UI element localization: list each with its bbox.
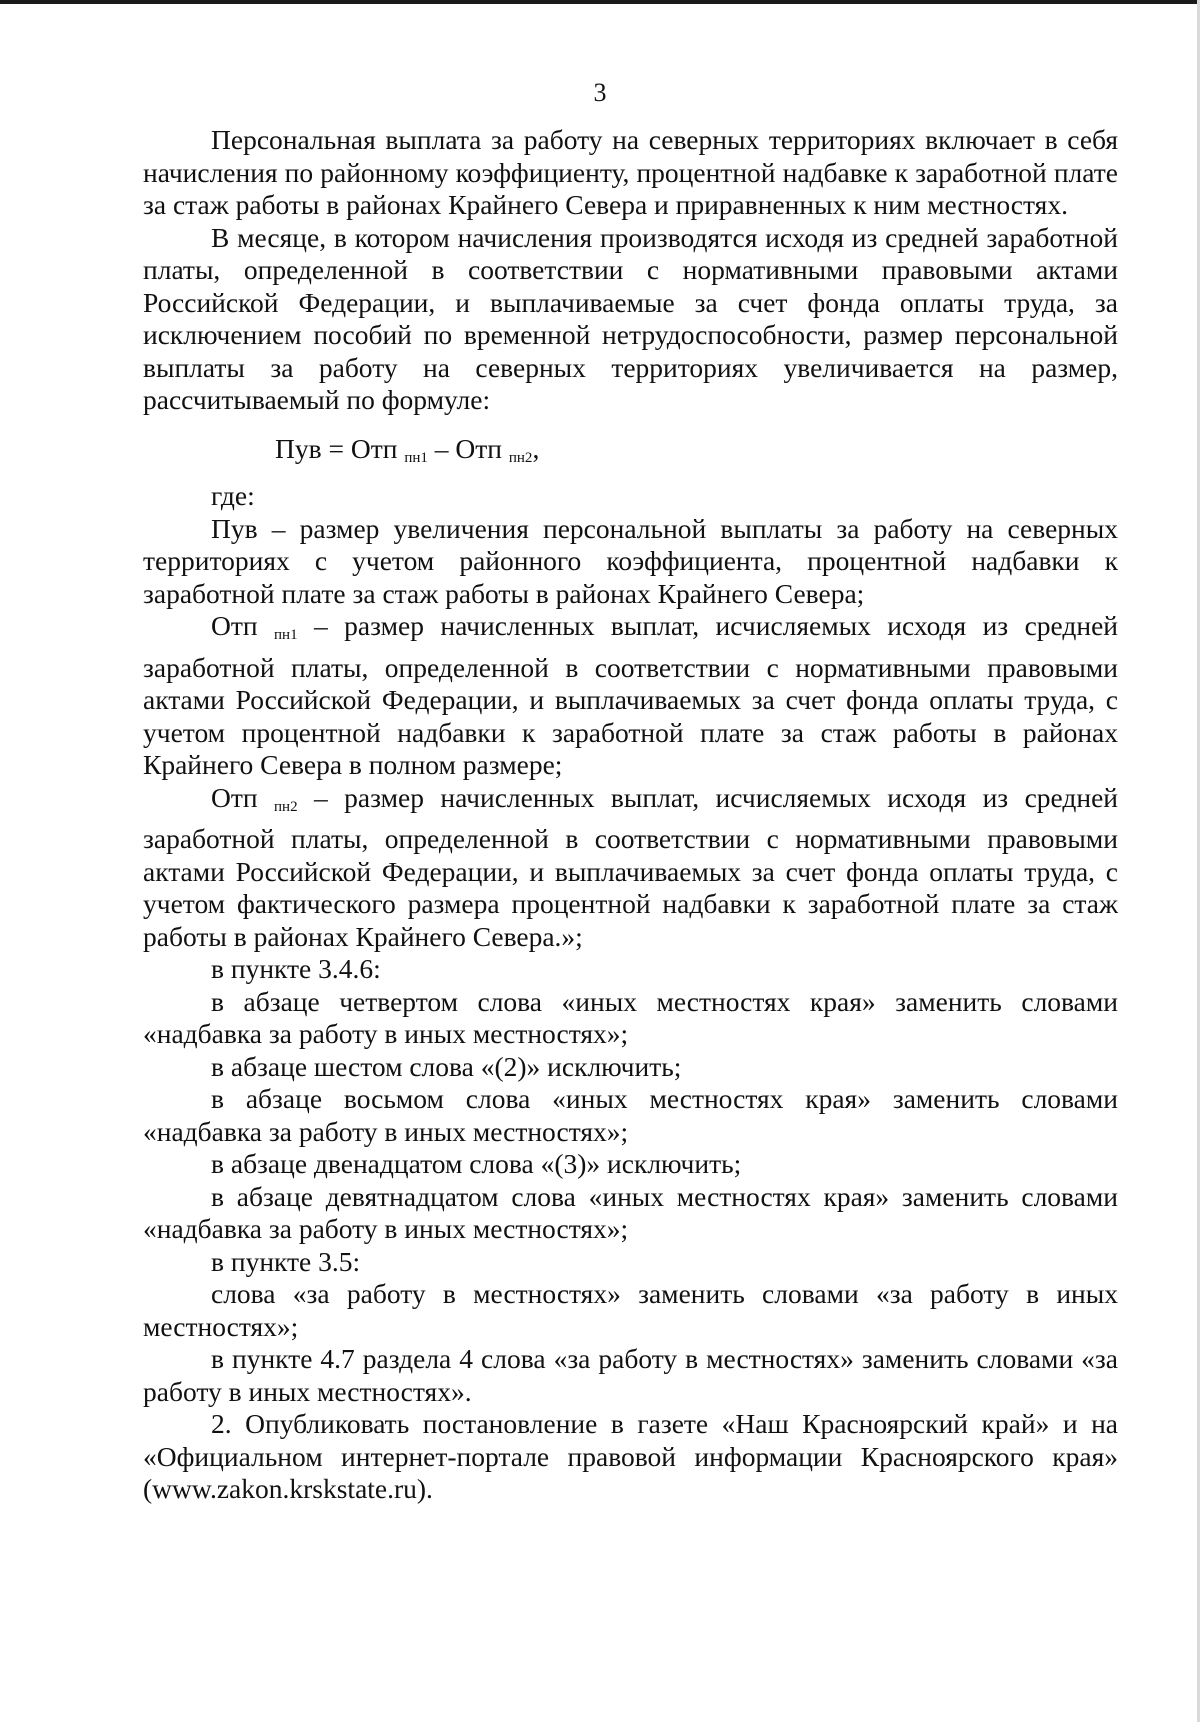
document-body	[143, 124, 1118, 1506]
paragraph-clause-3-5-words: слова «за работу в местностях» заменить словами «за работу в иных местностях»;	[143, 1278, 1118, 1342]
page-number: 3	[593, 78, 607, 107]
paragraph-clause-3-5: в пункте 3.5:	[211, 1245, 361, 1277]
formula-mid: – Отп	[427, 432, 509, 464]
paragraph-month-increase: В месяце, в котором начисления производятся исходя из средней заработной платы, определенной в соответствии с нормативными правовыми актами Российской Федерации, и выплачиваемые за счет фонда оплаты труда, за исключением пособий по временной нетрудоспособности, размер персональной выплаты за работу на северных территориях увеличивается на размер, рассчитываемый по формуле:	[143, 221, 1118, 415]
paragraph-publish: 2. Опубликовать постановление в газете «Наш Красноярский край» и на «Официальном интернет-портале правовой информации Красноярского края» (www.zakon.krskstate.ru).	[143, 1408, 1118, 1504]
otp-pn1-prefix: Отп	[211, 610, 275, 641]
formula-subscript-1: пн1	[404, 449, 428, 466]
paragraph-abzac-6: в абзаце шестом слова «(2)» исключить;	[211, 1050, 682, 1082]
paragraph-abzac-4: в абзаце четвертом слова «иных местностях края» заменить словами «надбавка за работу в иных местностях»;	[143, 985, 1118, 1049]
otp-pn1-subscript: пн1	[274, 627, 298, 643]
formula-subscript-2: пн2	[508, 449, 533, 466]
paragraph-clause-4-7: в пункте 4.7 раздела 4 слова «за работу в местностях» заменить словами «за работу в иных местностях».	[143, 1343, 1118, 1407]
scan-edge-top	[0, 0, 1200, 4]
paragraph-abzac-8: в абзаце восьмом слова «иных местностях края» заменить словами «надбавка за работу в иных местностях»;	[143, 1083, 1118, 1147]
paragraph-where: где:	[211, 480, 255, 511]
paragraph-abzac-12: в абзаце двенадцатом слова «(3)» исключить;	[211, 1148, 742, 1179]
paragraph-puv-definition: Пув – размер увеличения персональной выплаты за работу на северных территориях с учетом районного коэффициента, процентной надбавки к заработной плате за стаж работы в районах Крайнего Севера;	[143, 512, 1118, 609]
otp-pn1-text: – размер начисленных выплат, исчисляемых исходя из средней заработной платы, определенной в соответствии с нормативными правовыми актами Российской Федерации, и выплачиваемых за счет фонда оплаты труда, с учетом процентной надбавки к заработной плате за стаж работы в районах Крайнего Севера в полном размере;	[143, 610, 1118, 780]
paragraph-personal-payment: Персональная выплата за работу на северных территориях включает в себя начисления по районному коэффициенту, процентной надбавке к заработной плате за стаж работы в районах Крайнего Севера и приравненных к ним местностях.	[143, 124, 1118, 220]
formula-lhs: Пув = Отп	[275, 432, 405, 464]
otp-pn2-prefix: Отп	[211, 781, 275, 813]
paragraph-otp-pn1-definition	[143, 610, 1118, 782]
paragraph-abzac-19: в абзаце девятнадцатом слова «иных местностях края» заменить словами «надбавка за работу в иных местностях»;	[143, 1180, 1118, 1244]
formula	[143, 433, 1118, 475]
otp-pn2-text: – размер начисленных выплат, исчисляемых исходя из средней заработной платы, определенной в соответствии с нормативными правовыми актами Российской Федерации, и выплачиваемых за счет фонда оплаты труда, с учетом фактического размера процентной надбавки к заработной плате за стаж работы в районах Крайнего Севера.»;	[143, 781, 1118, 952]
otp-pn2-subscript: пн2	[274, 798, 298, 815]
paragraph-clause-3-4-6: в пункте 3.4.6:	[211, 953, 381, 984]
paragraph-otp-pn2-definition	[143, 782, 1118, 954]
formula-end: ,	[532, 432, 540, 464]
